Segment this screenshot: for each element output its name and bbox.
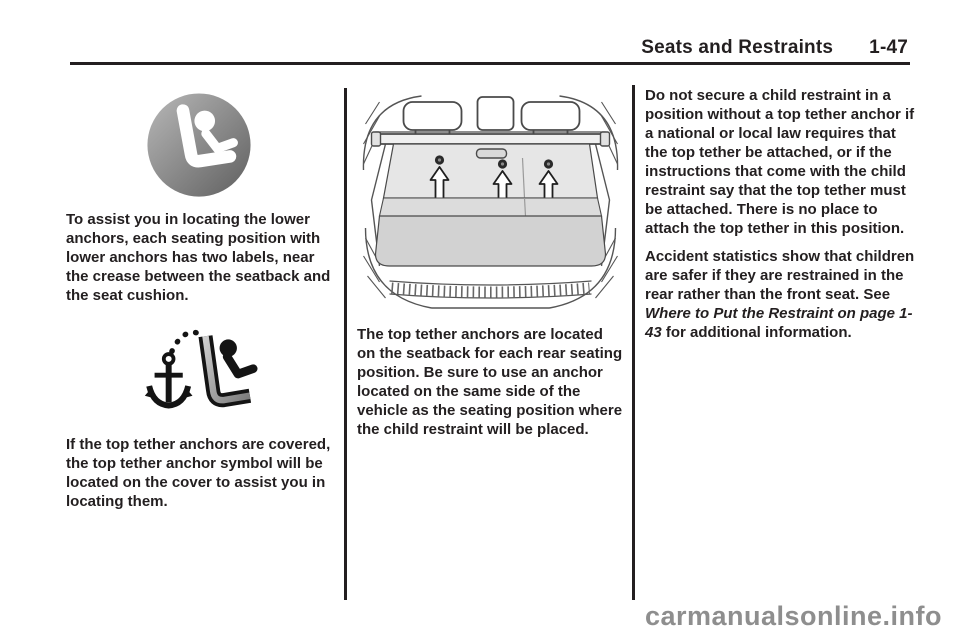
lower-anchor-paragraph: To assist you in locating the lower anchors, each seating position with lower anchors has two labels, near the crease between the seatback and the seat cushion. — [66, 211, 331, 304]
right-column — [645, 86, 915, 342]
watermark: carmanualsonline.info — [644, 601, 942, 631]
no-tether-warning-paragraph: Do not secure a child restraint in a position without a top tether anchor if a national or local law requires that the top tether be attached, or if the instructions that come with the child restraint say that the top tether must be attached. There is no place to attach the top tether in this position. — [645, 87, 915, 237]
cross-reference: Where to Put the Restraint on page 1-43 — [645, 305, 913, 341]
lower-anchor-figure — [66, 90, 332, 200]
page-number: 1-47 — [869, 37, 908, 58]
middle-column — [357, 88, 623, 439]
column-divider-right — [632, 85, 635, 600]
header-rule — [70, 62, 910, 65]
statistics-text-end: for additional information. — [661, 324, 852, 341]
page-title: Seats and Restraints — [641, 37, 834, 58]
tether-cover-paragraph: If the top tether anchors are covered, the top tether anchor symbol will be located on the cover to assist you in locating them. — [66, 436, 331, 510]
cargo-area-illustration — [359, 88, 622, 315]
page-header — [641, 37, 908, 59]
child-seat-lower-anchor-icon — [138, 90, 260, 200]
cargo-area-figure — [357, 88, 623, 315]
left-column — [66, 88, 332, 511]
headrests — [403, 97, 579, 135]
accident-statistics-paragraph — [645, 247, 915, 342]
tether-location-paragraph: The top tether anchors are located on the seatback for each rear seating position. Be sure to use an anchor located on the same side of the vehicle as the seating position where the child restraint will be placed. — [357, 326, 623, 438]
statistics-text: Accident statistics show that children are safer if they are restrained in the rear rather than the front seat. See — [645, 248, 915, 303]
top-tether-figure — [66, 321, 332, 425]
top-tether-anchor-icon — [138, 321, 260, 425]
column-divider-left — [344, 88, 347, 600]
